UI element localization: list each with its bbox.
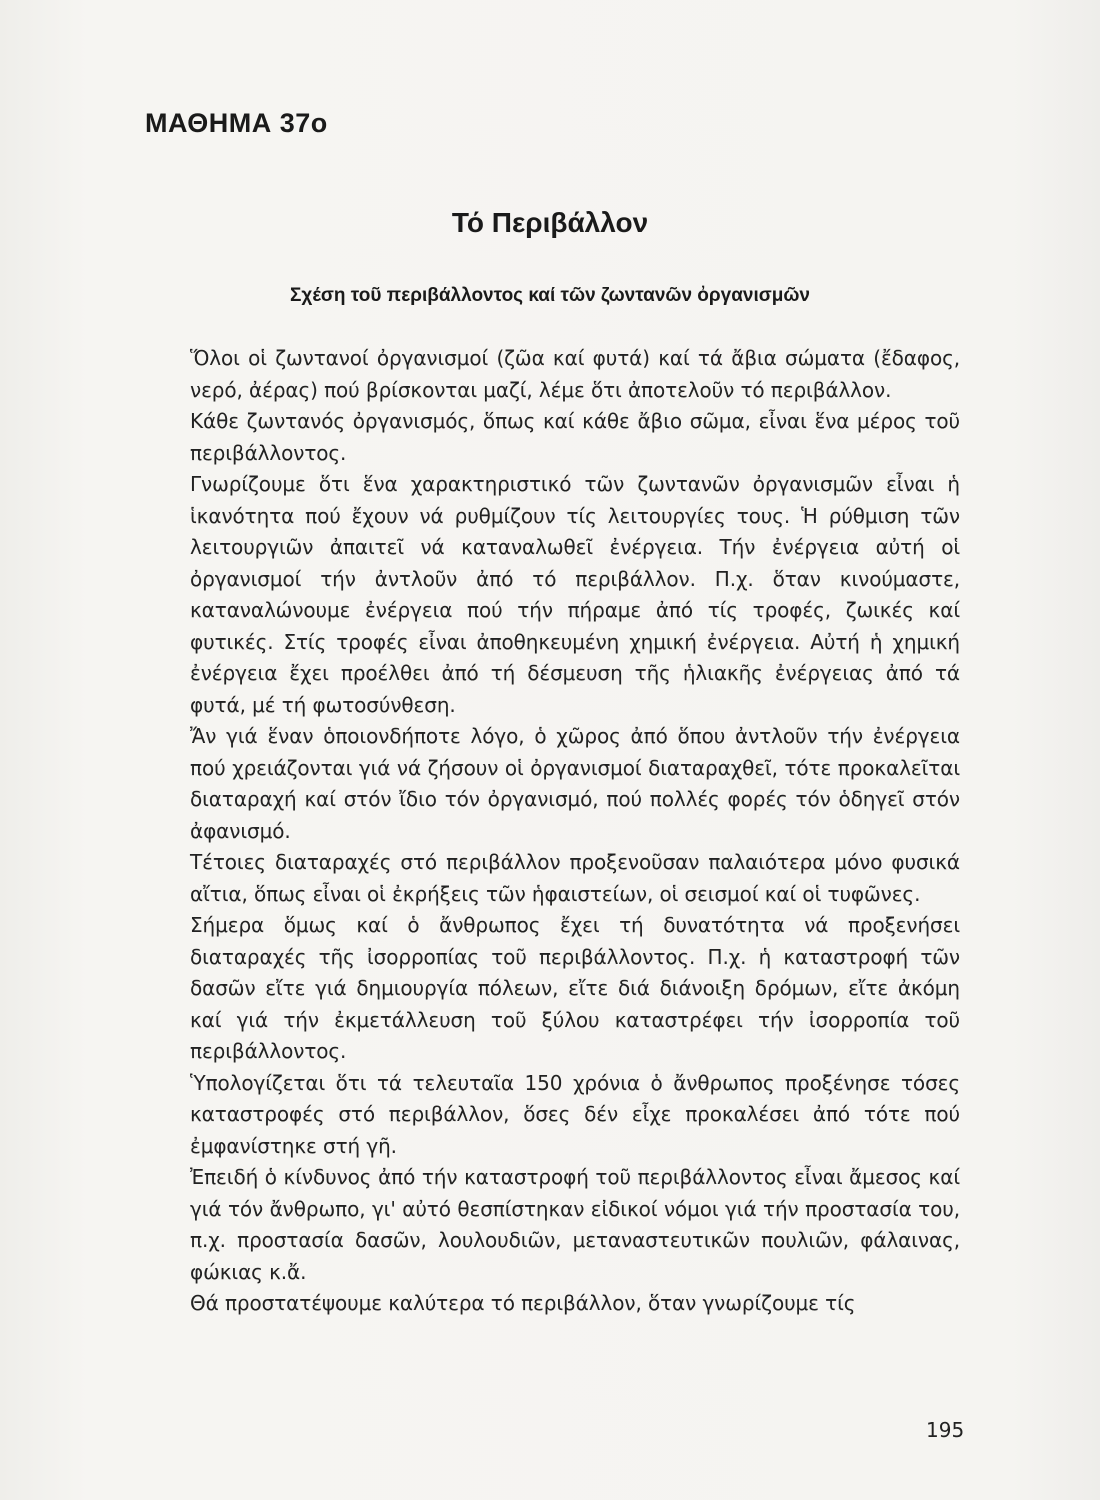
paragraph: Ἄν γιά ἕναν ὁποιονδήποτε λόγο, ὁ χῶρος ἀπό ὅπου ἀντλοῦν τήν ἐνέργεια πού χρειάζονται γιά νά ζήσουν οἱ ὀργανισμοί διαταραχθεῖ, τότε προκαλεῖται διαταραχή καί στόν ἴδιο τόν ὀργανισμό, πού πολλές φορές τόν ὁδηγεῖ στόν ἀφανισμό. bbox=[190, 724, 960, 843]
paragraph: Τέτοιες διαταραχές στό περιβάλλον προξενοῦσαν παλαιότερα μόνο φυσικά αἴτια, ὅπως εἶναι οἱ ἐκρήξεις τῶν ἡφαιστείων, οἱ σεισμοί καί οἱ τυφῶνες. bbox=[190, 850, 960, 906]
paragraph: Σήμερα ὅμως καί ὁ ἄνθρωπος ἔχει τή δυνατότητα νά προξενήσει διαταραχές τῆς ἰσορροπίας τοῦ περιβάλλοντος. Π.χ. ἡ καταστροφή τῶν δασῶν εἴτε γιά δημιουργία πόλεων, εἴτε διά διάνοιξη δρόμων, εἴτε ἀκόμη καί γιά τήν ἐκμετάλλευση τοῦ ξύλου καταστρέφει τήν ἰσορροπία τοῦ περιβάλλοντος. bbox=[190, 913, 960, 1063]
page-number: 195 bbox=[926, 1418, 965, 1442]
paragraph: Ὑπολογίζεται ὅτι τά τελευταῖα 150 χρόνια ὁ ἄνθρωπος προξένησε τόσες καταστροφές στό περιβάλλον, ὅσες δέν εἶχε προκαλέσει ἀπό τότε πού ἐμφανίστηκε στή γῆ. bbox=[190, 1070, 960, 1158]
lesson-label: ΜΑΘΗΜΑ 37ο bbox=[145, 108, 328, 138]
paragraph: Ἐπειδή ὁ κίνδυνος ἀπό τήν καταστροφή τοῦ περιβάλλοντος εἶναι ἄμεσος καί γιά τόν ἄνθρωπο, γι' αὐτό θεσπίστηκαν εἰδικοί νόμοι γιά τήν προστασία του, π.χ. προστασία δασῶν, λουλουδιῶν, μεταναστευτικῶν πουλιῶν, φάλαινας, φώκιας κ.ἄ. bbox=[190, 1165, 960, 1284]
paragraph: Ὅλοι οἱ ζωντανοί ὀργανισμοί (ζῶα καί φυτά) καί τά ἄβια σώματα (ἔδαφος, νερό, ἀέρας) πού βρίσκονται μαζί, λέμε ὅτι ἀποτελοῦν τό περιβάλλον. bbox=[190, 346, 960, 402]
paragraph: Κάθε ζωντανός ὀργανισμός, ὅπως καί κάθε ἄβιο σῶμα, εἶναι ἕνα μέρος τοῦ περιβάλλοντος. bbox=[190, 409, 960, 465]
body-text bbox=[190, 343, 960, 1320]
page-title: Τό Περιβάλλον bbox=[451, 207, 649, 238]
paragraph: Γνωρίζουμε ὅτι ἕνα χαρακτηριστικό τῶν ζωντανῶν ὀργανισμῶν εἶναι ἡ ἱκανότητα πού ἔχουν νά ρυθμίζουν τίς λειτουργίες τους. Ἡ ρύθμιση τῶν λειτουργιῶν ἀπαιτεῖ νά καταναλωθεῖ ἐνέργεια. Τήν ἐνέργεια αὐτή οἱ ὀργανισμοί τήν ἀντλοῦν ἀπό τό περιβάλλον. Π.χ. ὅταν κινούμαστε, καταναλώνουμε ἐνέργεια πού τήν πήραμε ἀπό τίς τροφές, ζωικές καί φυτικές. Στίς τροφές εἶναι ἀποθηκευμένη χημική ἐνέργεια. Αὐτή ἡ χημική ἐνέργεια ἔχει προέλθει ἀπό τή δέσμευση τῆς ἡλιακῆς ἐνέργειας ἀπό τά φυτά, μέ τή φωτοσύνθεση. bbox=[190, 472, 960, 717]
paragraph: Θά προστατέψουμε καλύτερα τό περιβάλλον, ὅταν γνωρίζουμε τίς bbox=[190, 1291, 856, 1315]
section-subtitle: Σχέση τοῦ περιβάλλοντος καί τῶν ζωντανῶν ὀργανισμῶν bbox=[289, 285, 810, 306]
